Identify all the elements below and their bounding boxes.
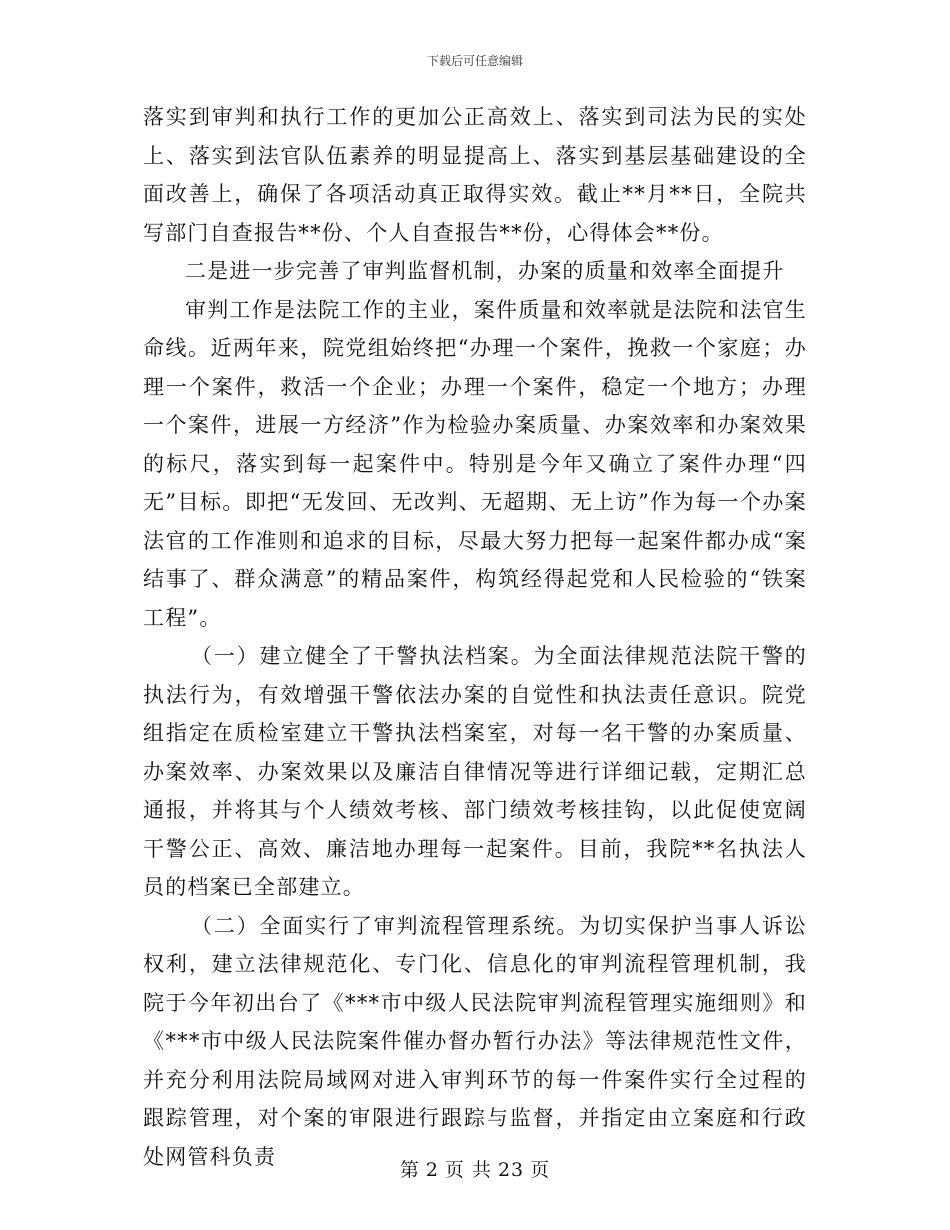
paragraph-item-two: （二）全面实行了审判流程管理系统。为切实保护当事人诉讼权利，建立法律规范化、专门化、信息化的审判流程管理机制，我院于今年初出台了《***市中级人民法院审判流程管理实施细则》和《***市中级人民法院案件催办督办暂行办法》等法律规范性文件，并充分利用法院局域网对进入审判环节的每一件案件实行全过程的跟踪管理，对个案的审限进行跟踪与监督，并指定由立案庭和行政处网管科负责 <box>143 913 807 1169</box>
page-header-note: 下载后可任意编辑 <box>426 54 523 68</box>
footer-suffix: 页 <box>530 1159 551 1181</box>
footer-prefix: 第 <box>399 1159 420 1181</box>
section-heading-two: 二是进一步完善了审判监督机制，办案的质量和效率全面提升 <box>185 259 785 283</box>
page-footer <box>0 1155 950 1182</box>
total-page-number: 23 <box>497 1159 525 1181</box>
footer-middle: 页 共 <box>444 1159 492 1181</box>
document-body <box>143 98 807 1176</box>
current-page-number: 2 <box>425 1159 439 1181</box>
paragraph-item-one: （一）建立健全了干警执法档案。为全面法律规范法院干警的执法行为，有效增强干警依法办案的自觉性和执法责任意识。院党组指定在质检室建立干警执法档案室，对每一名干警的办案质量、办案效率、办案效果以及廉洁自律情况等进行详细记载，定期汇总通报，并将其与个人绩效考核、部门绩效考核挂钩，以此促使宽阔干警公正、高效、廉洁地办理每一起案件。目前，我院**名执法人员的档案已全部建立。 <box>143 644 807 899</box>
paragraph-continuation: 落实到审判和执行工作的更加公正高效上、落实到司法为民的实处上、落实到法官队伍素养的明显提高上、落实到基层基础建设的全面改善上，确保了各项活动真正取得实效。截止**月**日，全院共写部门自查报告**份、个人自查报告**份，心得体会**份。 <box>143 105 807 245</box>
paragraph-trial-work: 审判工作是法院工作的主业，案件质量和效率就是法院和法官生命线。近两年来，院党组始终把“办理一个案件，挽救一个家庭；办理一个案件，救活一个企业；办理一个案件，稳定一个地方；办理一个案件，进展一方经济”作为检验办案质量、办案效率和办案效果的标尺，落实到每一起案件中。特别是今年又确立了案件办理“四无”目标。即把“无发回、无改判、无超期、无上访”作为每一个办案法官的工作准则和追求的目标，尽最大努力把每一起案件都办成“案结事了、群众满意”的精品案件，构筑经得起党和人民检验的“铁案工程”。 <box>143 297 807 630</box>
